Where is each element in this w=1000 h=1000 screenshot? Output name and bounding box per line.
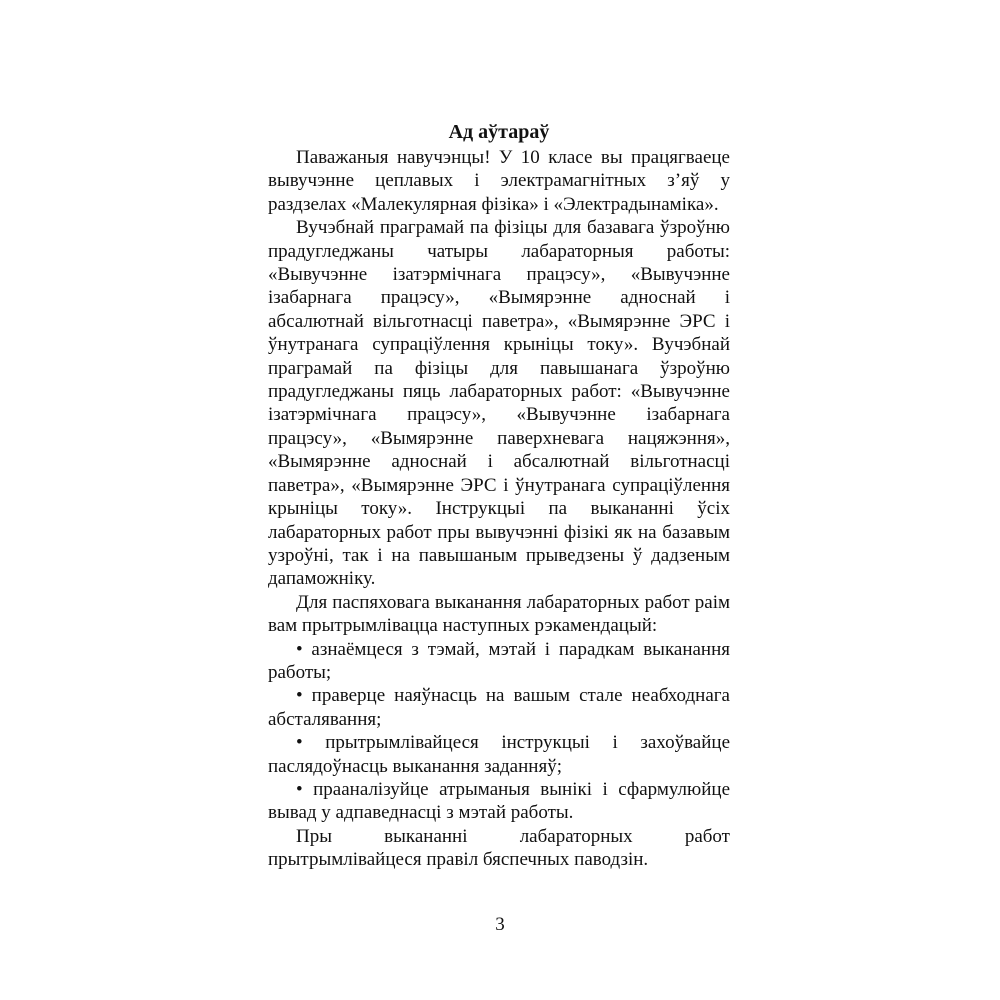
paragraph-curriculum: Вучэбнай праграмай па фізіцы для базавага ўзроўню прадугледжаны чатыры лабараторныя работы: «Вывучэнне ізатэрмічнага працэсу», «Вывучэнне ізабарнага працэсу», «Вымярэнне адноснай і абсалютнай вільготнасці паветра», «Вымярэнне ЭРС і ўнутранага супраціўлення крыніцы току». Вучэбнай праграмай па фізіцы для павышанага ўзроўню прадугледжаны пяць лабараторных работ: «Вывучэнне ізатэрмічнага працэсу», «Вывучэнне ізабарнага працэсу», «Вымярэнне паверхневага нацяжэння», «Вымярэнне адноснай і абсалютнай вільготнасці паветра», «Вымярэнне ЭРС і ўнутранага супраціўлення крыніцы току». Інструкцыі па выкананні ўсіх лабараторных работ пры вывучэнні фізікі як на базавым узроўні, так і на павышаным прыведзены ў дадзеным дапаможніку. bbox=[268, 217, 730, 590]
paragraph-intro: Паважаныя навучэнцы! У 10 класе вы працягваеце вывучэнне цеплавых і электрамагнітных з’яў у раздзелах «Малекулярная фізіка» і «Электрадынаміка». bbox=[268, 147, 730, 215]
page-text-block bbox=[268, 120, 730, 872]
paragraph-safety: Пры выкананні лабараторных работ прытрымлівайцеся правіл бяспечных паводзін. bbox=[268, 825, 730, 871]
paragraph-recommendations-intro: Для паспяховага выканання лабараторных работ раім вам прытрымлівацца наступных рэкамендацый: bbox=[268, 591, 730, 637]
page-title: Ад аўтараў bbox=[448, 121, 550, 143]
list-item-instructions: • прытрымлівайцеся інструкцыі і захоўвайце паслядоўнасць выканання заданняў; bbox=[268, 732, 730, 777]
list-item-topic: • азнаёмцеся з тэмай, мэтай і парадкам выканання работы; bbox=[268, 638, 730, 683]
list-item-equipment: • праверце наяўнасць на вашым стале неабходнага абсталявання; bbox=[268, 685, 730, 730]
list-item-analysis: • прааналізуйце атрыманыя вынікі і сфармулюйце вывад у адпаведнасці з мэтай работы. bbox=[268, 778, 730, 824]
page-number: 3 bbox=[495, 914, 505, 935]
